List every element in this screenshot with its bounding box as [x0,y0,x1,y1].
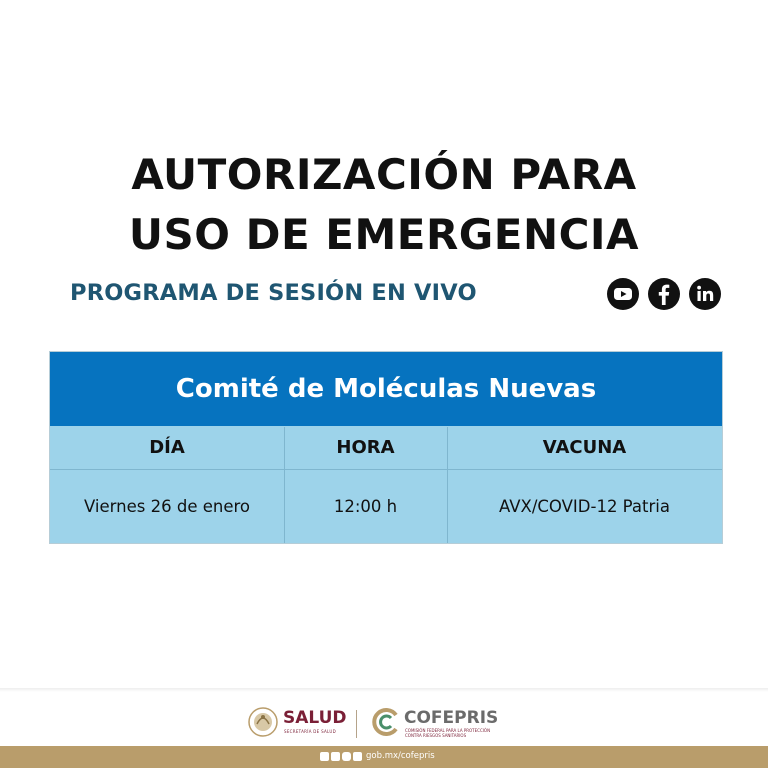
page-title-line-1: AUTORIZACIÓN PARA [131,150,637,199]
cofepris-emblem-icon [370,706,402,738]
column-header-vacuna: VACUNA [542,437,627,458]
salud-logo-text: SALUD [283,708,347,728]
facebook-icon[interactable] [648,278,680,310]
instagram-small-icon[interactable] [342,752,351,761]
table-title: Comité de Moléculas Nuevas [50,352,722,426]
page-title-line-2: USO DE EMERGENCIA [128,210,640,259]
session-table [49,351,723,544]
footer-separator [0,688,768,692]
subtitle: PROGRAMA DE SESIÓN EN VIVO [70,280,477,306]
table-cell-hora: 12:00 h [333,497,398,516]
facebook-small-icon[interactable] [320,752,329,761]
website-link[interactable]: gob.mx/cofepris [366,751,435,761]
x-small-icon[interactable] [331,752,340,761]
salud-subtitle: SECRETARÍA DE SALUD [284,729,336,734]
cofepris-subtitle: COMISIÓN FEDERAL PARA LA PROTECCIÓN CONTRA RIESGOS SANITARIOS [405,728,491,738]
column-header-hora: HORA [336,437,395,458]
youtube-small-icon[interactable] [353,752,362,761]
table-cell-dia: Viernes 26 de enero [84,497,250,516]
youtube-icon[interactable] [607,278,639,310]
salud-emblem-icon [248,707,278,737]
logo-divider [356,710,357,738]
cofepris-logo-text: COFEPRIS [404,708,499,728]
table-cell-vacuna: AVX/COVID-12 Patria [499,497,670,516]
column-header-dia: DÍA [149,437,185,458]
linkedin-icon[interactable] [689,278,721,310]
